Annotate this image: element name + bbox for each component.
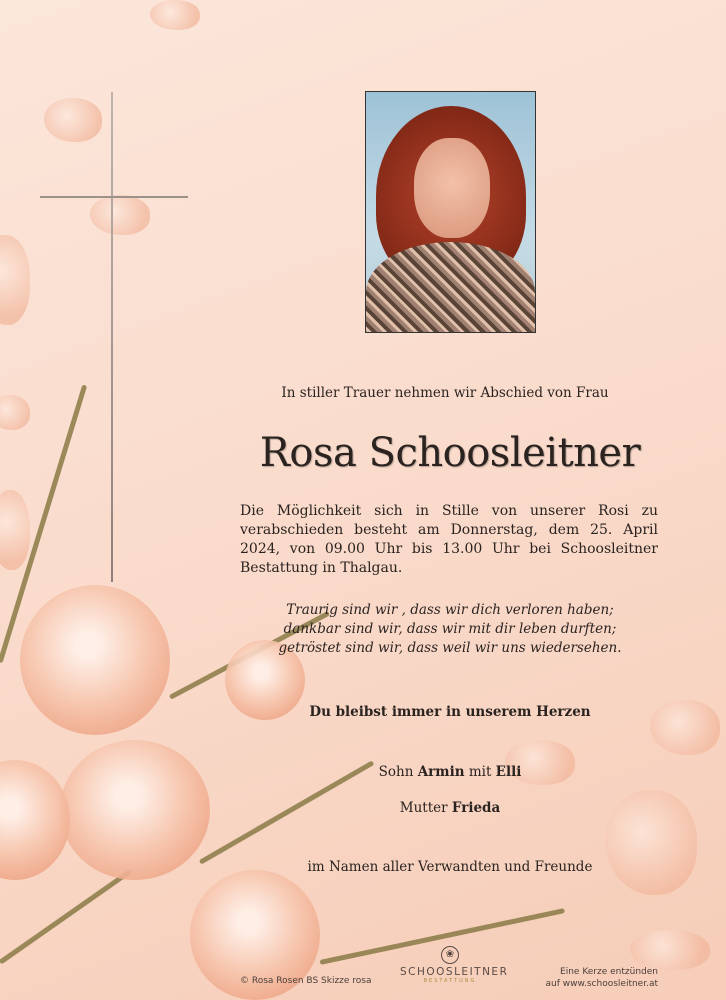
- cross-icon-bar: [40, 196, 188, 198]
- poem-line: Traurig sind wir , dass wir dich verloren haben;: [286, 602, 614, 618]
- closing-text: im Namen aller Verwandten und Freunde: [307, 859, 593, 875]
- deceased-name: Rosa Schoosleitner: [259, 430, 641, 476]
- family-name: Elli: [495, 764, 522, 780]
- family-name: Armin: [417, 764, 465, 780]
- rose-logo-icon: ❀: [441, 946, 459, 964]
- relation: Mutter: [399, 800, 452, 816]
- poem: [230, 601, 670, 658]
- poem-line: dankbar sind wir, dass wir mit dir leben durften;: [283, 621, 617, 637]
- family-line: [230, 764, 670, 780]
- family-name: Frieda: [451, 800, 501, 816]
- family-line: [230, 800, 670, 816]
- motto: Du bleibst immer in unserem Herzen: [309, 704, 591, 720]
- intro-text: In stiller Trauer nehmen wir Abschied von Frau: [281, 385, 609, 401]
- poem-line: getröstet sind wir, dass weil wir uns wiedersehen.: [278, 640, 622, 656]
- company-logo: ❀ SCHOOSLEITNER BESTATTUNG: [400, 946, 500, 984]
- connector: mit: [464, 764, 496, 780]
- farewell-details: Die Möglichkeit sich in Stille von unserer Rosi zu verabschieden besteht am Donnerstag, dem 25. April 2024, von 09.00 Uhr bis 13.00 Uhr bei Schoosleitner Bestattung in Thalgau.: [240, 503, 658, 576]
- copyright: © Rosa Rosen BS Skizze rosa: [240, 976, 372, 986]
- relation: Sohn: [378, 764, 418, 780]
- cross-icon: [111, 92, 113, 582]
- portrait-photo: [365, 91, 536, 333]
- candle-link[interactable]: Eine Kerze entzünden auf www.schoosleitner.at: [545, 967, 658, 989]
